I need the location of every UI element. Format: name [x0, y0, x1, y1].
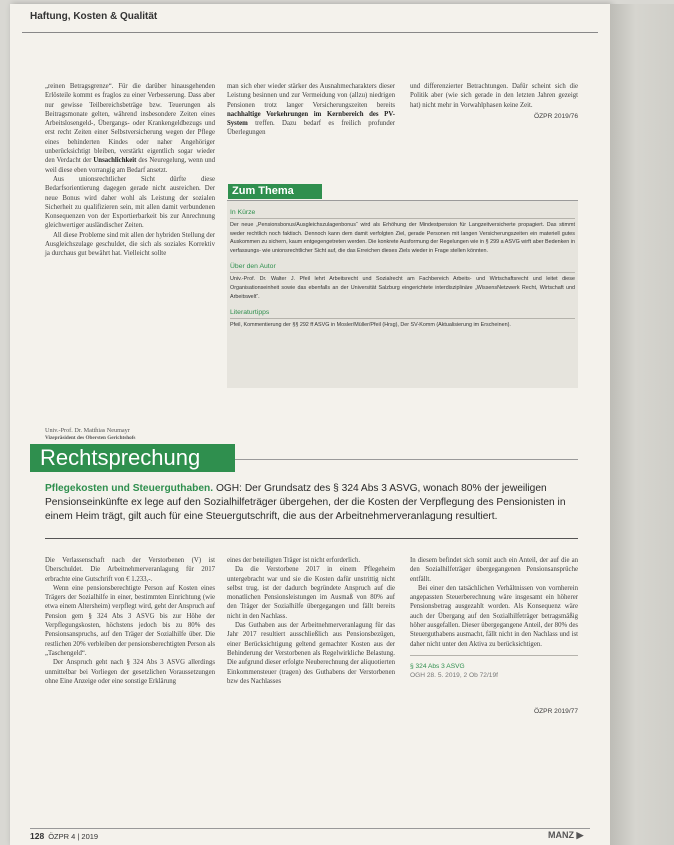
col1-para2: Aus unionsrechtlicher Sicht dürfte diese Bedarfsorientierung dagegen gerade nicht ausreichen. Der neue Bonus wird daher wohl als Leistung der sozialen Sicherheit zu qualifizieren sein, mit allen damit verbundenen Konsequenzen von der Exportierbarkeit bis zur Anrechnung gleichwertiger ausländischer Zeiten.	[45, 175, 215, 230]
thema-divider	[230, 318, 575, 319]
thema-divider	[230, 272, 575, 273]
case-title: Pflegekosten und Steuerguthaben.	[45, 483, 214, 494]
section-banner: Rechtsprechung	[30, 444, 235, 472]
publisher-arrow-icon: ▶	[576, 830, 584, 840]
publisher-name: MANZ	[548, 830, 574, 840]
case-column-2	[227, 556, 395, 686]
page-edge	[610, 4, 674, 845]
body3-para1: In diesem befindet sich somit auch ein Anteil, der auf die an den Sozialhilfeträger übergegangenen Pensionsansprüche entfällt.	[410, 557, 578, 583]
body2-para3: Das Guthaben aus der Arbeitnehmerveranlagung für das Jahr 2017 resultiert ausschließlich aus Pensionsbezügen, einer Berücksichtigung geltend gemachter Kosten aus der Behinderung der Verstorbenen als Regelwirkliche Belastung. Die aufgrund dieser erfolgte Neuberechnung der aliquotierten Einkommensteuer (tragen) des Guthabens der Verstorbenen bzw des Nachlasses	[227, 622, 395, 685]
running-header: Haftung, Kosten & Qualität	[30, 11, 158, 22]
lead-divider	[45, 538, 578, 539]
col2-end: treffen. Dazu bedarf es freilich profunder Überlegungen	[227, 120, 395, 137]
author-note	[45, 427, 220, 442]
body1-para2: Wenn eine pensionsberechtigte Person auf Kosten eines Trägers der Sozialhilfe in einer, bestimmten Einrichtung (wie etwa einem Altersheim) verpflegt wird, geht der Anspruch auf Pension gem § 324 Abs 3 ASVG bis zur Höhe der Verpflegungskosten, höchstens jedoch bis zu 80% des Pensionsanspruchs, auf den Träger der Sozialhilfe über. Die restlichen 20% verbleiben der pensionsberechtigten Person als „Taschengeld“.	[45, 584, 215, 657]
case-lead	[45, 482, 580, 524]
section-divider	[235, 459, 578, 460]
thema-section-heading: In Kürze	[230, 209, 256, 216]
col1-para3: All diese Probleme sind mit allen der hybriden Stellung der Ausgleichszulage geschuldet, die sich als soziales Korrektiv ja durchaus gut bewährt hat. Vielleicht sollte	[45, 231, 215, 258]
col1-para1-bold: Unsachlichkeit	[93, 157, 137, 165]
thema-divider	[230, 218, 575, 219]
publisher-logo	[548, 830, 583, 841]
zum-thema-box	[227, 200, 578, 388]
col2-text: man sich eher wieder stärker des Ausnahmecharakters dieser Leistung besinnen und zur Vermeidung von (allzu) niedrigen Pensionen trotz langer Versicherungszeiten bereits	[227, 83, 395, 109]
thema-section-text: Pfeil, Kommentierung der §§ 292 ff ASVG in Mosler/Müller/Pfeil (Hrsg), Der SV-Komm (Aktualisierung im Erscheinen).	[230, 322, 511, 329]
footer-divider	[30, 828, 590, 829]
thema-section-text: Univ.-Prof. Dr. Walter J. Pfeil lehrt Arbeitsrecht und Sozialrecht am Fachbereich Arbeits- und Wirtschaftsrecht und leitet diese Organisationseinheit sowie das ebenfalls an der Universität Salzburg eingerichtete interdisziplinäre „WissensNetzwerk Recht, Wirtschaft und Arbeitswelt“.	[230, 276, 575, 300]
case-column-1	[45, 556, 215, 686]
issue-label: ÖZPR 4 | 2019	[48, 832, 99, 841]
case-column-3	[410, 556, 578, 716]
body2-para2: Da die Verstorbene 2017 in einem Pflegeheim untergebracht war und sie die Kosten dafür unstrittig nicht selbst trug, ist der dadurch begründete Anspruch auf die monatlichen Pensionsleistungen im Ausmaß von 80% auf den Träger der Sozialhilfe übergegangen und fällt bereits nicht in den Nachlass.	[227, 566, 395, 620]
article-column-3	[410, 82, 578, 121]
article-column-1	[45, 82, 215, 259]
author-role: Vizepräsident des Obersten Gerichtshofs	[45, 434, 136, 441]
case-summary: OGH: Der Grundsatz des § 324 Abs 3 ASVG, wonach 80% der jeweiligen Pensionseinkünfte ex lege auf den Sozialhilfeträger übergehen, der die Kosten der Verpflegung des Pensionisten in einem Heim trägt, gilt auch für eine Steuergutschrift, die aus der Arbeitnehmerveranlagung resultiert.	[45, 483, 566, 522]
body2-para1: eines der beteiligten Träger ist nicht erforderlich.	[227, 557, 361, 564]
col3-source: ÖZPR 2019/76	[534, 112, 578, 120]
col1-para1-end: des Neuregelung, wenn und weil diese eben vorrangig am Bedarf ansetzt.	[45, 157, 216, 174]
col3-text: und differenzierter Betrachtungen. Dafür scheint sich die Politik aber (wie sich gerade in den letzten Jahren gezeigt hat) nicht mehr in Vorwahlphasen keine Zeit.	[410, 83, 578, 109]
article-column-2	[227, 82, 395, 138]
thema-section-heading: Über den Autor	[230, 263, 276, 271]
body1-para3: Der Anspruch geht nach § 324 Abs 3 ASVG allerdings unmittelbar bei Vorliegen der gesetzlichen Voraussetzungen ohne Eine Anzeige oder eine sonstige Erklärung	[45, 659, 215, 685]
body1-para1: Die Verlassenschaft nach der Verstorbenen (V) ist Überschuldet. Die Arbeitnehmerveranlagung für 2017 erbrachte eine Gutschrift von € 1.233,-.	[45, 557, 215, 583]
thema-section-heading: Literaturtipps	[230, 309, 270, 317]
col1-para1: „reinen Betragsgrenze“. Für die darüber hinausgehenden Erlösteile kommt es fraglos zu einer Verbesserung. Dass aber nur gewisse Teilbereichsbeträge bzw. Teuerungen als Beitragsmonate gelten, während insbesondere Zeiten eines Arbeitslosengeld-, Übergangs- oder Krankengeldbezugs und erst recht Zeiten einer Selbstversicherung wegen der Pflege eines behinderten Kindes oder naher Angehöriger unberücksichtigt bleiben, verstärkt eigentlich sogar wieder den Verdacht der	[45, 83, 215, 165]
header-divider	[22, 32, 598, 33]
citation-case: OGH 28. 5. 2019, 2 Ob 72/19f	[410, 672, 498, 680]
cite-divider	[410, 655, 578, 656]
zum-thema-tab: Zum Thema	[228, 184, 322, 199]
body3-para2: Bei einer den tatsächlichen Verhältnissen von vornherein angepassten Steuerberechnung wäre insgesamt ein höherer Pensionsbetrag ausgezahlt worden. Als Konsequenz wäre auch der Übergang auf den Sozialhilfeträger betragsmäßig höher ausgefallen. Dieser übergegangene Anteil, der 80% des Steuerguthabens ausmacht, fällt nicht in den Nachlass und ist daher nicht unter den Aktiva zu berücksichtigen.	[410, 584, 578, 648]
thema-section-text: Der neue „Pensionsbonus/Ausgleichszulagenbonus“ wird als Erhöhung der Mindestpension für Langzeitversicherte propagiert. Das stimmt weder rechtlich noch faktisch. Dennoch kann dem damit verfolgten Ziel, gerade Personen mit langen Versicherungszeiten ein materiell gutes Auskommen zu sichern, kaum entgegengetreten werden. Die konkrete Ausformung der Regelungen wie in § 299 a ASVG wirft aber Bedenken in verfassungs- wie unionsrechtlicher Sicht auf, die das Erreichen dieses Ziels wieder in Frage stellen könnten.	[230, 222, 575, 254]
page-number: 128	[30, 831, 45, 841]
citation-statute: § 324 Abs 3 ASVG	[410, 662, 465, 670]
footer-left	[30, 831, 98, 841]
col2-bold: nachhaltige Vorkehrungen im Kernbereich des PV-System	[227, 110, 395, 128]
body3-source: ÖZPR 2019/77	[534, 707, 578, 715]
author-name: Univ.-Prof. Dr. Matthias Neumayr	[45, 427, 130, 434]
